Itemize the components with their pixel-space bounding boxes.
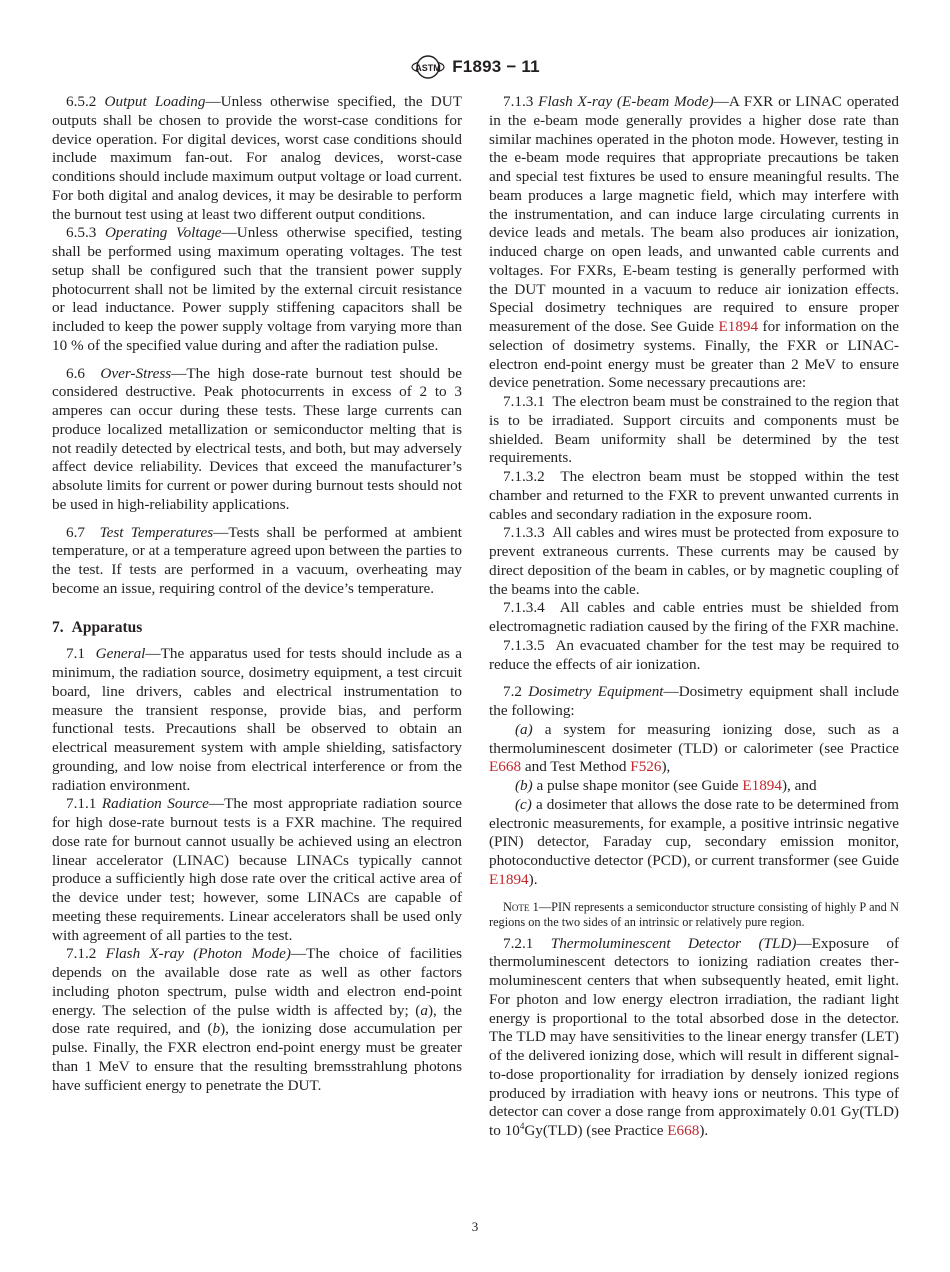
section-text: Gy(TLD) (see Practice <box>524 1122 668 1139</box>
section-6-6 <box>52 365 462 515</box>
document-id: F1893 − 11 <box>452 57 540 76</box>
section-title: Over-Stress <box>100 364 172 382</box>
astm-logo-icon <box>410 52 446 82</box>
section-title: Operating Voltage <box>104 224 222 242</box>
section-number: 7. <box>52 618 64 636</box>
section-number: 7.1.2 <box>66 945 97 963</box>
section-number: 7.1.3.1 <box>503 393 545 410</box>
list-text: a dosimeter that allows the dose rate to be determined from electronic measurements, for example, a positive intrinsic negative (PIN) detector, Faraday cup, secondary emission monitor, photoconductive detector (PCD), or current transformer (see Guide <box>489 795 899 869</box>
section-title: General <box>95 645 146 663</box>
section-title: Flash X-ray (E-beam Mode) <box>538 93 714 110</box>
section-7-2 <box>489 683 899 721</box>
section-title: Flash X-ray (Photon Mode) <box>105 945 291 963</box>
section-title: Thermoluminescent Detector (TLD) <box>550 934 797 952</box>
list-text: a pulse shape monitor (see Guide <box>532 777 743 794</box>
section-text: All cables and cable entries must be shielded from electromagnetic radiation caused by the firing of the FXR machine. <box>489 599 899 635</box>
list-text: ). <box>528 870 538 888</box>
section-number: 7.1.3.2 <box>503 468 545 485</box>
list-item-c <box>489 796 899 890</box>
note-1 <box>489 900 899 931</box>
section-7-1-3-2 <box>489 468 899 524</box>
section-text: All cables and wires must be protected from exposure to prevent extraneous currents. These currents may be caused by direct deposition of the beam in cables, or by magnetic coupling of the beams into the cable. <box>489 524 899 598</box>
list-label: (a) <box>515 720 533 738</box>
section-6-7 <box>52 524 462 599</box>
section-title: Test Temperatures <box>99 523 214 541</box>
list-label: (c) <box>515 795 532 813</box>
section-7-1-2 <box>52 945 462 1095</box>
section-6-5-3 <box>52 224 462 355</box>
list-item-a <box>489 721 899 777</box>
section-7-1-3-5 <box>489 637 899 675</box>
link-e1894[interactable]: E1894 <box>742 777 782 794</box>
section-7-1-3-4 <box>489 599 899 637</box>
section-text: —A FXR or LINAC operated in the e-beam mode generally provides a higher dose rate than similar machines operated in the photon mode. However, testing in the e-beam mode requires that appropriate precautions be taken and special test fixtures be used to ensure meaningful results. The beam produces a large magnetic field, which may interfere with the instrumentation, and can induce large circulating currents in device leads and metals. The beam also produces air ionization, induced charge on open leads, and unwanted cable currents and voltages. For FXRs, E-beam testing is generally performed with the DUT mounted in a vacuum to reduce air ionization effects. Special dosimetry techniques are required to ensure proper measurement of the dose. See Guide <box>489 93 899 335</box>
section-text: An evacuated chamber for the test may be required to reduce the effects of air ionization. <box>489 636 899 673</box>
section-text: —The most appropriate radiation source for high dose-rate burnout tests is a FXR machine. The required dose rate for burnout cannot usually be achieved using an electron linear accelerator (LINAC) because LINACs typically cannot produce a sufficiently high dose rate over the critical active area of the device under test; however, some LINACs are capable of meeting these requirements. Linear accelerators shall be used only with agreement of all parties to the test. <box>52 795 462 944</box>
section-number: 7.1.3.4 <box>503 599 545 617</box>
list-item-b <box>489 777 899 796</box>
section-7-1-1 <box>52 795 462 945</box>
list-label: (b) <box>515 777 533 794</box>
link-e1894[interactable]: E1894 <box>489 870 529 888</box>
list-text: ), <box>661 758 671 776</box>
section-text: —The high dose-rate burnout test should be considered destructive. Peak photocurrents in excess of 2 to 3 amperes can occur during these tests. These large currents can produce localized metallization or semiconductor melting that is not readily detected by electrical tests, and both, but may adversely affect device reliability. Devices that exceed the manufacturer’s absolute limits for current or power during burnout tests should not be used in high-reliability applications. <box>52 364 462 513</box>
svg-text:ASTM: ASTM <box>415 63 441 73</box>
section-text: ). <box>699 1122 709 1139</box>
section-title: Dosimetry Equipment <box>528 683 664 701</box>
section-number: 7.1.3.3 <box>503 524 545 542</box>
section-number: 7.2.1 <box>503 934 534 952</box>
section-6-5-2 <box>52 93 462 224</box>
section-7-heading <box>52 619 462 638</box>
section-title: Radiation Source <box>101 795 209 813</box>
section-text: —The apparatus used for tests should include as a minimum, the radiation source, dosimetry equipment, a test circuit board, line drivers, cables and electrical instrumentation to measure the transient response, provide bias, and perform functional tests. Precautions shall be observed to obtain an electrical measurement system with ample shielding, satisfactory grounding, and low noise from electrical interference or from the radiation environment. <box>52 645 463 794</box>
list-text: ), and <box>782 777 817 794</box>
section-7-1-3-3 <box>489 524 899 599</box>
left-column <box>52 93 462 1095</box>
section-number: 6.5.3 <box>66 224 97 242</box>
list-text: and Test Method <box>521 758 631 776</box>
section-7-2-1 <box>489 935 899 1141</box>
section-number: 7.1.3 <box>503 93 534 110</box>
list-text: a system for measuring ionizing dose, such as a thermoluminescent dosimeter (TLD) or calorimeter (see Practice <box>489 720 899 757</box>
section-text: —Unless otherwise specified, the DUT outputs shall be chosen to provide the worst-case conditions for device operation. For digital devices, worst case conditions should include maximum fan-out. For analog devices, worst-case conditions should include maximum output voltage or load current. For both digital and analog devices, it may be desirable to perform the burnout test using at least two different output conditions. <box>52 93 462 223</box>
section-text: for information on the selection of dosimetry systems. Finally, the FXR or LINAC-electron end-point energy must be greater than 2 MeV to ensure device penetration. Some necessary precautions are: <box>489 318 899 392</box>
section-number: 7.1.3.5 <box>503 636 545 654</box>
note-text: —PIN represents a semiconductor structure consisting of highly P and N regions on the two sides of an intrinsic or relatively pure region. <box>489 899 899 929</box>
page-header <box>0 52 950 82</box>
section-text: The electron beam must be stopped within the test chamber and returned to the FXR to prevent unwanted currents in cables and secondary radiation in the exposure room. <box>489 468 900 523</box>
section-text: ), the dose rate required, and ( <box>52 1001 462 1038</box>
section-text: —The choice of facilities depends on the available dose rate as well as other factors including photon spectrum, pulse width and electron end-point energy. The selection of the pulse width is affected by; ( <box>52 945 462 1019</box>
section-title: Output Loading <box>104 93 206 110</box>
section-title: Apparatus <box>71 618 143 636</box>
link-e668[interactable]: E668 <box>667 1122 700 1139</box>
section-text: The electron beam must be constrained to the region that is to be irradiated. Support circuits and components must be shielded. Beam uniformity shall be determined by the test requirements. <box>489 393 899 467</box>
section-text: —Dosimetry equipment shall include the following: <box>489 683 899 719</box>
right-column <box>489 93 899 1141</box>
section-text: —Unless otherwise specified, testing shall be performed using maximum operating voltages. The test setup shall be configured such that the transient power supply photocurrent shall not be limited by the external circuit resistance or lead inductance. Power supply stiffening capacitors shall be included to keep the power supply voltage from varying more than 10 % of the specified value during and after the radiation pulse. <box>52 224 462 354</box>
section-number: 6.7 <box>66 523 85 541</box>
section-text: —Exposure of thermoluminescent detectors to ionizing radiation creates thermoluminescent centers that when subsequently heated, emit light. For photon and low energy electron irradiation, the radiant light energy is proportional to the total absorbed dose in the detector. The TLD may have sensitivities to the linear energy transfer (LET) of the delivered ionizing dose, which will result in different signal-to-dose proportionality for irradiation by densely ionized regions produced by irradiation with heavy ions or neutrons. This type of detector can cover a dose range from approximately 0.01 Gy(TLD) to 10 <box>489 934 900 1139</box>
section-number: 7.1 <box>66 645 85 663</box>
section-number: 6.6 <box>66 364 85 382</box>
section-text: —Tests shall be performed at ambient temperature, or at a temperature agreed upon between the parties to the test. If tests are performed in a vacuum, overheating may become an issue, requiring control of the device’s temperature. <box>52 523 462 597</box>
section-number: 6.5.2 <box>66 93 97 110</box>
section-7-1-3 <box>489 93 899 393</box>
section-number: 7.2 <box>503 683 522 701</box>
section-7-1 <box>52 645 462 795</box>
section-7-1-3-1 <box>489 393 899 468</box>
page-number: 3 <box>471 1219 479 1234</box>
item-b-ref: b <box>212 1020 221 1038</box>
link-f526[interactable]: F526 <box>630 758 662 776</box>
section-number: 7.1.1 <box>66 795 97 813</box>
item-a-ref: a <box>420 1001 428 1019</box>
exponent: 4 <box>519 1121 525 1131</box>
link-e1894[interactable]: E1894 <box>718 318 759 335</box>
link-e668[interactable]: E668 <box>489 758 522 776</box>
section-text: ), the ionizing dose accumulation per pulse. Finally, the FXR electron end-point energy must be greater than 1 MeV to ensure that the resulting bremsstrahlung photons have sufficient energy to penetrate the DUT. <box>52 1020 462 1094</box>
note-label: Note 1 <box>503 899 539 914</box>
